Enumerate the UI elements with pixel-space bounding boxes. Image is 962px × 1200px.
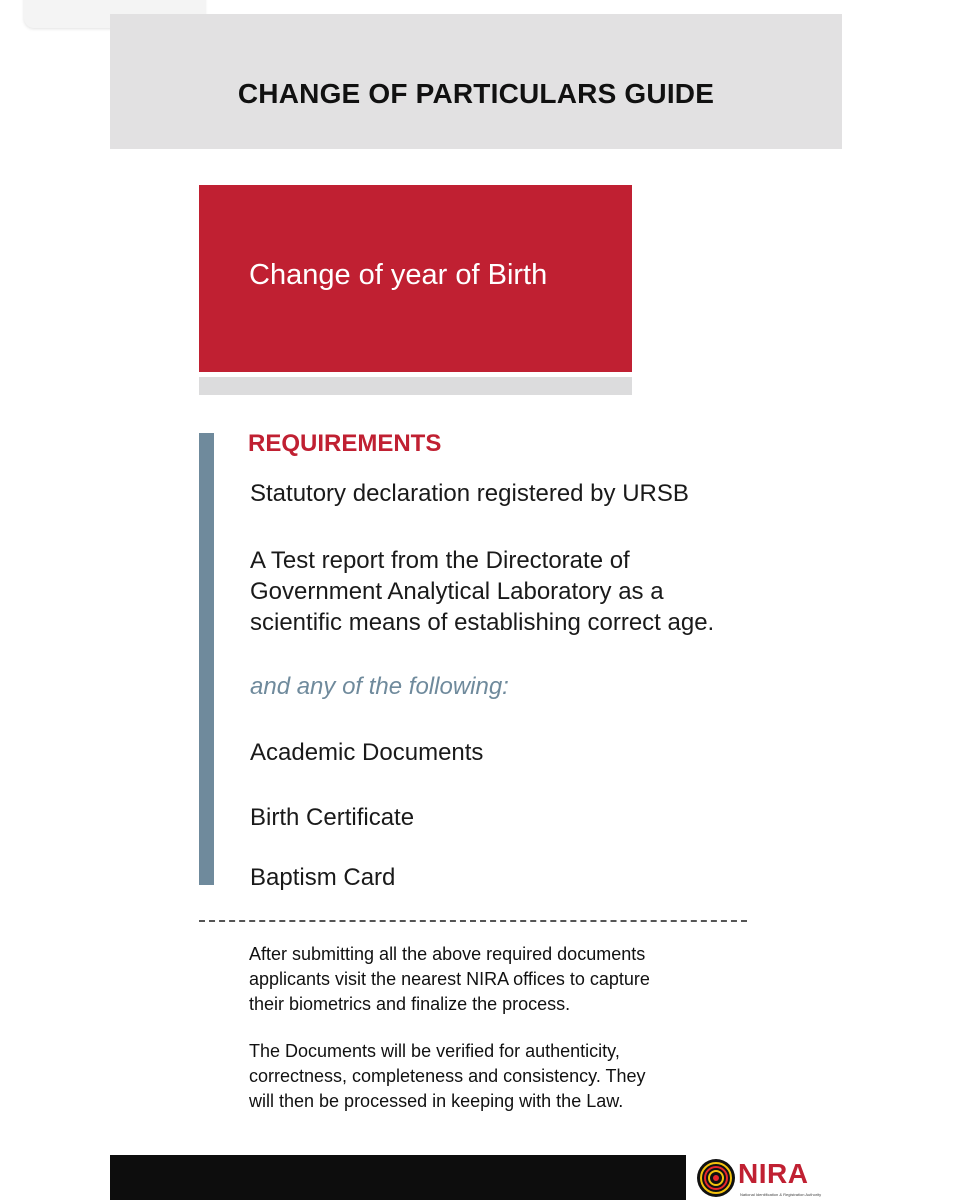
option-birth-certificate: Birth Certificate (250, 804, 415, 831)
footer-bar (110, 1155, 686, 1200)
nira-logo (696, 1156, 836, 1200)
logo-subtitle: National Identification & Registration Authority (740, 1192, 822, 1197)
logo-wordmark: NIRA (738, 1158, 809, 1189)
option-baptism-card: Baptism Card (250, 864, 396, 891)
dashed-divider (199, 920, 747, 922)
note-submission: After submitting all the above required documents applicants visit the nearest NIRA offices to capture their biometrics and finalize the process. (249, 944, 650, 1014)
requirements-accent-bar (199, 433, 214, 885)
option-academic-documents: Academic Documents (250, 739, 484, 766)
any-of-following-label: and any of the following: (250, 673, 509, 700)
topic-banner (199, 185, 632, 372)
requirement-item: Statutory declaration registered by URSB (250, 480, 689, 507)
requirements-heading: REQUIREMENTS (248, 430, 442, 457)
topic-title: Change of year of Birth (249, 259, 548, 291)
page-title: CHANGE OF PARTICULARS GUIDE (237, 78, 715, 109)
fingerprint-icon (696, 1158, 736, 1198)
header-band (110, 14, 842, 149)
note-verification: The Documents will be verified for authenticity, correctness, completeness and consistency. They will then be processed in keeping with the Law. (249, 1041, 646, 1111)
banner-underline (199, 377, 632, 395)
requirement-item: A Test report from the Directorate of Government Analytical Laboratory as a scientific means of establishing correct age. (250, 547, 715, 636)
